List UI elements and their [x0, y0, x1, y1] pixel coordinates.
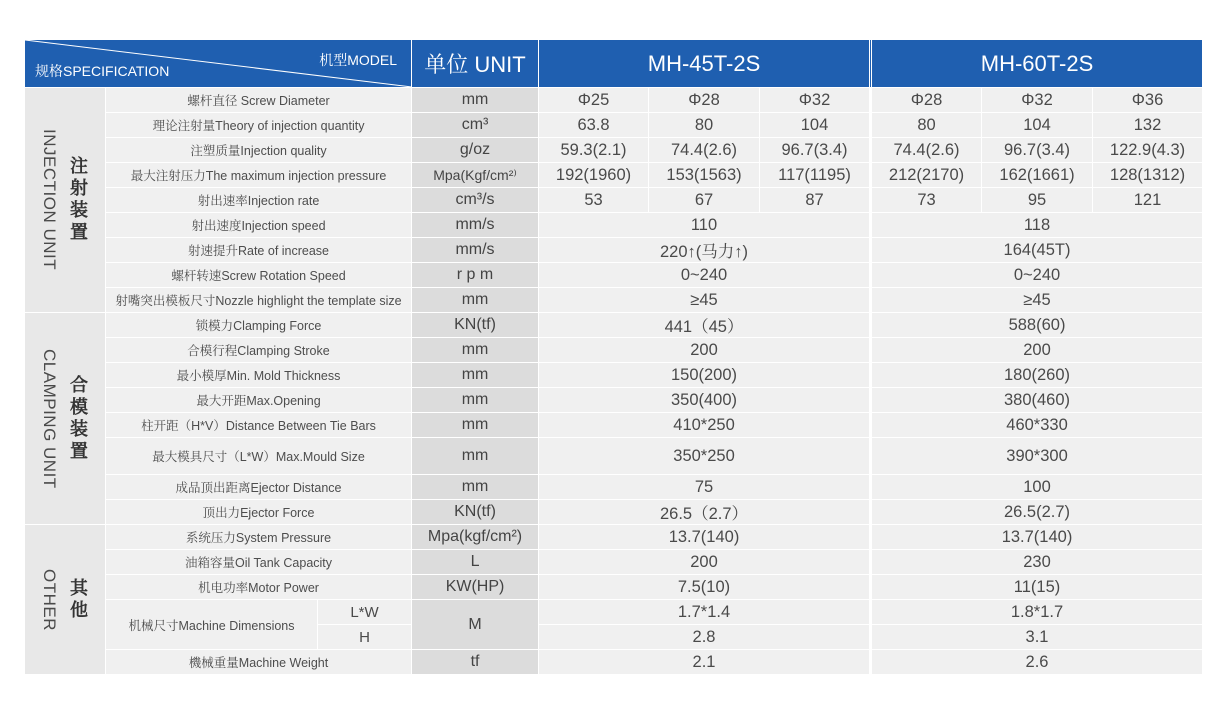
- cell: Φ25: [539, 88, 649, 113]
- cell: 73: [872, 188, 982, 213]
- row-label: 柱开距（H*V）Distance Between Tie Bars: [106, 413, 412, 438]
- cell: 7.5(10): [539, 575, 870, 600]
- cell: 192(1960): [539, 163, 649, 188]
- row-injection-quality: [25, 138, 1203, 163]
- cell: 441（45）: [539, 313, 870, 338]
- row-label: 機械重量Machine Weight: [106, 650, 412, 675]
- cell: 53: [539, 188, 649, 213]
- cell: 150(200): [539, 363, 870, 388]
- row-injection-speed: [25, 213, 1203, 238]
- row-ejector-distance: [25, 475, 1203, 500]
- spec-table: [24, 39, 1203, 675]
- cell: 26.5(2.7): [872, 500, 1203, 525]
- cell: 200: [539, 338, 870, 363]
- row-screw-diameter: [25, 88, 1203, 113]
- row-unit: g/oz: [412, 138, 539, 163]
- row-label: 最大开距Max.Opening: [106, 388, 412, 413]
- cell: 95: [982, 188, 1093, 213]
- cell: 0~240: [872, 263, 1203, 288]
- cell: 153(1563): [649, 163, 760, 188]
- row-clamping-stroke: [25, 338, 1203, 363]
- cell: Φ28: [649, 88, 760, 113]
- row-ejector-force: [25, 500, 1203, 525]
- cell: 350*250: [539, 438, 870, 475]
- row-unit: mm: [412, 88, 539, 113]
- row-unit: mm: [412, 438, 539, 475]
- row-label: 注塑质量Injection quality: [106, 138, 412, 163]
- cell: Φ28: [872, 88, 982, 113]
- row-screw-rotation: [25, 263, 1203, 288]
- row-unit: Mpa(kgf/cm²): [412, 525, 539, 550]
- row-unit: KN(tf): [412, 313, 539, 338]
- row-rate-increase: [25, 238, 1203, 263]
- row-label: 最小模厚Min. Mold Thickness: [106, 363, 412, 388]
- model-header-mh45: MH-45T-2S: [539, 40, 870, 88]
- cell: 122.9(4.3): [1093, 138, 1203, 163]
- cell: 2.6: [872, 650, 1203, 675]
- row-unit: mm: [412, 475, 539, 500]
- cell: 63.8: [539, 113, 649, 138]
- cell: 59.3(2.1): [539, 138, 649, 163]
- row-unit: M: [412, 600, 539, 650]
- row-label: 最大注射压力The maximum injection pressure: [106, 163, 412, 188]
- cell: 11(15): [872, 575, 1203, 600]
- row-max-mould: [25, 438, 1203, 475]
- cell: 390*300: [872, 438, 1203, 475]
- cell: 1.8*1.7: [872, 600, 1203, 625]
- cell: 180(260): [872, 363, 1203, 388]
- row-system-pressure: [25, 525, 1203, 550]
- row-clamping-force: [25, 313, 1203, 338]
- cell: 87: [760, 188, 870, 213]
- group-clamping-cn: 合模装置: [68, 374, 88, 463]
- row-tie-bars: [25, 413, 1203, 438]
- row-unit: mm: [412, 288, 539, 313]
- cell: 104: [982, 113, 1093, 138]
- row-label: 射嘴突出模板尺寸Nozzle highlight the template size: [106, 288, 412, 313]
- cell: 100: [872, 475, 1203, 500]
- model-label: 机型MODEL: [319, 52, 398, 68]
- cell: 0~240: [539, 263, 870, 288]
- row-label: 机电功率Motor Power: [106, 575, 412, 600]
- row-label: 顶出力Ejector Force: [106, 500, 412, 525]
- spec-sheet: [24, 39, 1202, 699]
- cell: 3.1: [872, 625, 1203, 650]
- cell: 67: [649, 188, 760, 213]
- row-label: 理论注射量Theory of injection quantity: [106, 113, 412, 138]
- row-nozzle: [25, 288, 1203, 313]
- header-row: [25, 40, 1203, 88]
- cell: 350(400): [539, 388, 870, 413]
- row-label: 射速提升Rate of increase: [106, 238, 412, 263]
- cell: 230: [872, 550, 1203, 575]
- row-label: 合模行程Clamping Stroke: [106, 338, 412, 363]
- cell: 162(1661): [982, 163, 1093, 188]
- cell: ≥45: [872, 288, 1203, 313]
- row-unit: mm/s: [412, 213, 539, 238]
- cell: 96.7(3.4): [760, 138, 870, 163]
- row-oil-tank: [25, 550, 1203, 575]
- row-unit: KN(tf): [412, 500, 539, 525]
- cell: Φ32: [760, 88, 870, 113]
- cell: 13.7(140): [872, 525, 1203, 550]
- cell: 588(60): [872, 313, 1203, 338]
- cell: 75: [539, 475, 870, 500]
- cell: 410*250: [539, 413, 870, 438]
- cell: 2.8: [539, 625, 870, 650]
- row-unit: KW(HP): [412, 575, 539, 600]
- cell: 104: [760, 113, 870, 138]
- group-clamping-en: CLAMPING UNIT: [40, 348, 59, 489]
- row-min-mold: [25, 363, 1203, 388]
- row-unit: mm/s: [412, 238, 539, 263]
- row-unit: cm³/s: [412, 188, 539, 213]
- row-unit: Mpa(Kgf/cm²⁾: [412, 163, 539, 188]
- cell: 132: [1093, 113, 1203, 138]
- row-label: 成品顶出距离Ejector Distance: [106, 475, 412, 500]
- cell: 74.4(2.6): [649, 138, 760, 163]
- row-weight: [25, 650, 1203, 675]
- row-unit: tf: [412, 650, 539, 675]
- row-unit: mm: [412, 413, 539, 438]
- group-clamping: [25, 313, 106, 525]
- group-injection: [25, 88, 106, 313]
- row-label: 射出速率Injection rate: [106, 188, 412, 213]
- cell: ≥45: [539, 288, 870, 313]
- row-motor-power: [25, 575, 1203, 600]
- cell: 121: [1093, 188, 1203, 213]
- cell: 164(45T): [872, 238, 1203, 263]
- spec-label: 规格SPECIFICATION: [35, 63, 170, 79]
- row-injection-quantity: [25, 113, 1203, 138]
- row-label: 机械尺寸Machine Dimensions: [106, 600, 318, 650]
- cell: 200: [872, 338, 1203, 363]
- row-unit: mm: [412, 388, 539, 413]
- cell: 2.1: [539, 650, 870, 675]
- cell: 110: [539, 213, 870, 238]
- cell: 212(2170): [872, 163, 982, 188]
- row-label: 锁模力Clamping Force: [106, 313, 412, 338]
- unit-header: 单位 UNIT: [412, 40, 539, 88]
- sub-label-h: H: [318, 625, 412, 650]
- cell: 96.7(3.4): [982, 138, 1093, 163]
- row-max-pressure: [25, 163, 1203, 188]
- header-corner: [25, 40, 412, 88]
- cell: 80: [872, 113, 982, 138]
- cell: 380(460): [872, 388, 1203, 413]
- row-max-opening: [25, 388, 1203, 413]
- group-injection-en: INJECTION UNIT: [40, 129, 59, 271]
- row-unit: r p m: [412, 263, 539, 288]
- cell: 128(1312): [1093, 163, 1203, 188]
- cell: 80: [649, 113, 760, 138]
- cell: Φ36: [1093, 88, 1203, 113]
- group-injection-cn: 注射装置: [68, 155, 88, 244]
- cell: 460*330: [872, 413, 1203, 438]
- cell: 13.7(140): [539, 525, 870, 550]
- row-label: 螺杆转速Screw Rotation Speed: [106, 263, 412, 288]
- cell: Φ32: [982, 88, 1093, 113]
- cell: 1.7*1.4: [539, 600, 870, 625]
- row-unit: mm: [412, 363, 539, 388]
- row-dimensions-lw: [25, 600, 1203, 625]
- group-other-cn: 其他: [68, 577, 88, 622]
- row-label: 油箱容量Oil Tank Capacity: [106, 550, 412, 575]
- row-label: 螺杆直径 Screw Diameter: [106, 88, 412, 113]
- group-other-en: OTHER: [40, 568, 59, 631]
- cell: 74.4(2.6): [872, 138, 982, 163]
- row-label: 系统压力System Pressure: [106, 525, 412, 550]
- row-unit: cm³: [412, 113, 539, 138]
- model-header-mh60: MH-60T-2S: [872, 40, 1203, 88]
- cell: 220↑(马力↑): [539, 238, 870, 263]
- cell: 117(1195): [760, 163, 870, 188]
- row-unit: mm: [412, 338, 539, 363]
- row-unit: L: [412, 550, 539, 575]
- cell: 118: [872, 213, 1203, 238]
- row-injection-rate: [25, 188, 1203, 213]
- sub-label-lw: L*W: [318, 600, 412, 625]
- group-other: [25, 525, 106, 675]
- cell: 26.5（2.7）: [539, 500, 870, 525]
- cell: 200: [539, 550, 870, 575]
- row-label: 最大模具尺寸（L*W）Max.Mould Size: [106, 438, 412, 475]
- row-label: 射出速度Injection speed: [106, 213, 412, 238]
